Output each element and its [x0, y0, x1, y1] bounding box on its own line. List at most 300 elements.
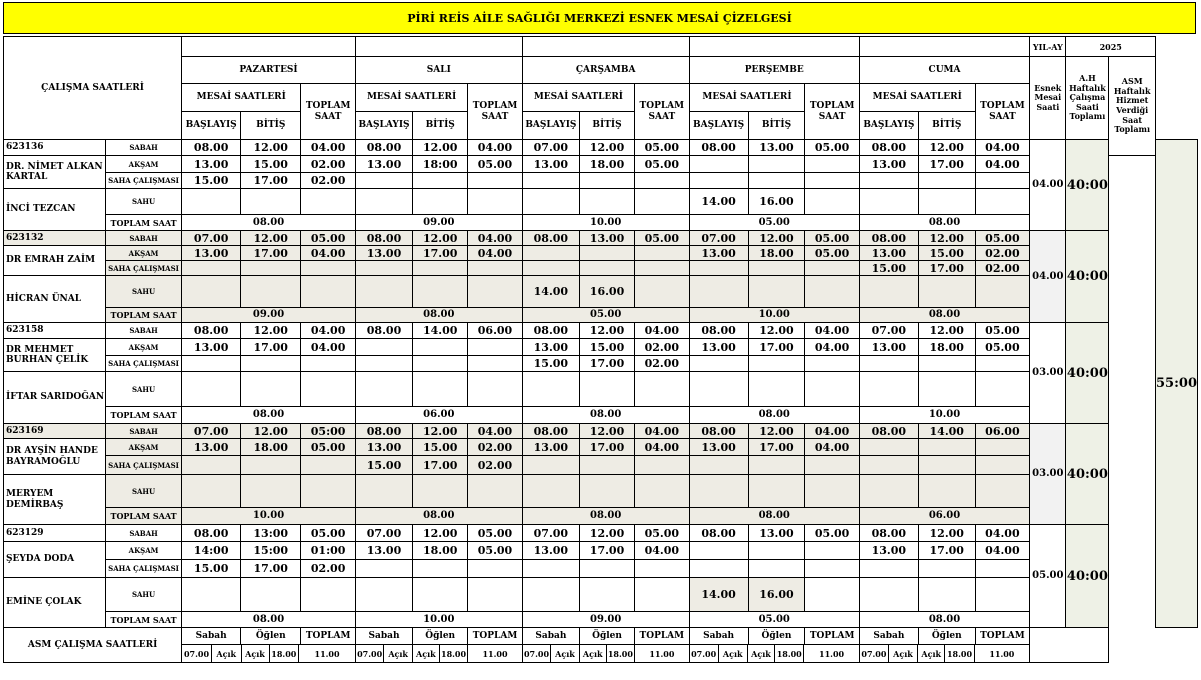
aksam-cell: 02.00: [301, 156, 356, 173]
aksam-cell: 17.00: [241, 246, 301, 261]
group-id: 623129: [4, 525, 106, 542]
saha-cell: [975, 560, 1030, 578]
saha-cell: [241, 261, 301, 276]
saha-cell: [635, 456, 690, 475]
saha-cell: [522, 173, 579, 189]
sabah-cell: 12.00: [918, 140, 975, 156]
sabah-cell: 05.00: [975, 231, 1030, 246]
weekly-hours-header: A.H Haftalık Çalışma Saati Toplamı: [1066, 57, 1109, 140]
group-id: 623136: [4, 140, 106, 156]
end-header: BİTİŞ: [413, 112, 468, 140]
nurse-name: İNCİ TEZCAN: [4, 189, 106, 231]
footer-value: Açık: [211, 645, 241, 662]
aksam-cell: 15.00: [241, 156, 301, 173]
sabah-cell: 07.00: [522, 525, 579, 542]
saha-cell: [241, 356, 301, 372]
sabah-cell: 08.00: [182, 140, 241, 156]
sahu-cell: [522, 578, 579, 612]
group-id: 623169: [4, 424, 106, 439]
footer-sabah-label: Sabah: [689, 628, 748, 645]
aksam-cell: 13.00: [522, 339, 579, 356]
table-row: [4, 84, 1198, 112]
sahu-cell: [301, 372, 356, 407]
sahu-cell: [355, 372, 412, 407]
aksam-cell: 13.00: [689, 339, 748, 356]
saha-cell: [355, 560, 412, 578]
sahu-cell: [182, 475, 241, 508]
start-header: BAŞLAYIŞ: [689, 112, 748, 140]
footer-value: Açık: [579, 645, 606, 662]
saha-cell: 15.00: [182, 173, 241, 189]
aksam-cell: 13.00: [182, 156, 241, 173]
table-row: [4, 189, 1198, 215]
day-total-value: 08.00: [182, 612, 356, 628]
sahu-cell: [635, 372, 690, 407]
table-row: [4, 246, 1198, 261]
saha-cell: 02.00: [301, 560, 356, 578]
day-header: PERŞEMBE: [689, 57, 859, 84]
sabah-cell: 05.00: [805, 525, 860, 542]
footer-value: 07.00: [860, 645, 889, 662]
doctor-name: DR EMRAH ZAİM: [4, 246, 106, 276]
sabah-cell: 08.00: [859, 525, 918, 542]
sahu-cell: [918, 276, 975, 308]
sahu-cell: [859, 578, 918, 612]
sabah-cell: 12.00: [413, 140, 468, 156]
saha-cell: [748, 261, 805, 276]
sabah-cell: 13.00: [748, 140, 805, 156]
sahu-cell: [355, 189, 412, 215]
sabah-cell: 04.00: [635, 323, 690, 339]
saha-cell: [918, 560, 975, 578]
end-header: BİTİŞ: [241, 112, 301, 140]
sahu-cell: [522, 475, 579, 508]
table-row: [4, 323, 1198, 339]
aksam-cell: 05.00: [468, 542, 523, 560]
footer-oglen-label: Öğlen: [241, 628, 301, 645]
calisma-saatleri-label: ÇALIŞMA SAATLERİ: [4, 37, 182, 140]
aksam-cell: 04.00: [301, 339, 356, 356]
table-row: [4, 156, 1198, 173]
saha-cell: [355, 261, 412, 276]
group-id: 623158: [4, 323, 106, 339]
footer-day-values: [355, 645, 522, 663]
row-label-total: TOPLAM SAAT: [105, 407, 181, 424]
weekly-hours-value: 40:00: [1066, 525, 1109, 628]
table-row: [4, 439, 1198, 456]
saha-cell: 15.00: [355, 456, 412, 475]
table-row: [4, 475, 1198, 508]
aksam-cell: [522, 246, 579, 261]
saha-cell: [689, 560, 748, 578]
start-header: BAŞLAYIŞ: [182, 112, 241, 140]
row-label-saha: SAHA ÇALIŞMASI: [105, 456, 181, 475]
sahu-cell: [579, 578, 634, 612]
sahu-cell: [413, 578, 468, 612]
footer-value: Açık: [747, 645, 774, 662]
doctor-name: DR. NİMET ALKAN KARTAL: [4, 156, 106, 189]
saha-cell: [805, 261, 860, 276]
aksam-cell: 17.00: [579, 439, 634, 456]
row-label-total: TOPLAM SAAT: [105, 508, 181, 525]
mesai-saatleri-header: MESAİ SAATLERİ: [859, 84, 975, 112]
footer-value: 07.00: [523, 645, 551, 662]
aksam-cell: 17.00: [748, 339, 805, 356]
sahu-cell: [859, 276, 918, 308]
saha-cell: [579, 173, 634, 189]
sahu-cell: [635, 578, 690, 612]
row-label-sahu: SAHU: [105, 276, 181, 308]
row-label-total: TOPLAM SAAT: [105, 308, 181, 323]
aksam-cell: 13.00: [355, 156, 412, 173]
footer-value: 11.00: [819, 648, 845, 659]
sabah-cell: 12.00: [748, 323, 805, 339]
aksam-cell: 05.00: [975, 339, 1030, 356]
sahu-cell: [635, 475, 690, 508]
footer-value: 11.00: [314, 648, 340, 659]
row-label-aksam: AKŞAM: [105, 246, 181, 261]
row-label-sahu: SAHU: [105, 372, 181, 407]
footer-toplam-label: TOPLAM: [468, 628, 523, 645]
saha-cell: [182, 261, 241, 276]
year-value: 2025: [1066, 37, 1156, 57]
sahu-cell: [301, 578, 356, 612]
aksam-cell: [748, 156, 805, 173]
sabah-cell: 12.00: [579, 525, 634, 542]
table-row: [4, 356, 1198, 372]
aksam-cell: 13.00: [182, 439, 241, 456]
sahu-cell: [468, 372, 523, 407]
sabah-cell: 04.00: [975, 140, 1030, 156]
sahu-cell: [241, 276, 301, 308]
saha-cell: [579, 456, 634, 475]
weekly-hours-value: 40:00: [1066, 323, 1109, 424]
aksam-cell: 04.00: [805, 439, 860, 456]
saha-cell: [689, 261, 748, 276]
day-total-value: 10.00: [522, 215, 689, 231]
aksam-cell: 17.00: [918, 542, 975, 560]
sahu-cell: [975, 189, 1030, 215]
end-header: BİTİŞ: [748, 112, 805, 140]
sahu-cell: [805, 475, 860, 508]
saha-cell: [301, 261, 356, 276]
table-row: [4, 578, 1198, 612]
aksam-cell: 13.00: [355, 246, 412, 261]
day-header: SALI: [355, 57, 522, 84]
sabah-cell: 04.00: [301, 140, 356, 156]
sahu-cell: [413, 475, 468, 508]
sabah-cell: 12.00: [748, 424, 805, 439]
asm-weekly-header: ASM Haftalık Hizmet Verdiği Saat Toplamı: [1109, 57, 1156, 156]
toplam-saat-header: TOPLAM SAAT: [805, 84, 860, 140]
aksam-cell: 15.00: [579, 339, 634, 356]
start-header: BAŞLAYIŞ: [355, 112, 412, 140]
saha-cell: [748, 456, 805, 475]
sabah-cell: 08.00: [522, 323, 579, 339]
sahu-cell: [689, 276, 748, 308]
aksam-cell: [689, 542, 748, 560]
saha-cell: [975, 456, 1030, 475]
sabah-cell: 12.00: [241, 424, 301, 439]
aksam-cell: 13.00: [182, 339, 241, 356]
saha-cell: 17.00: [241, 560, 301, 578]
saha-cell: [859, 456, 918, 475]
toplam-saat-header: TOPLAM SAAT: [975, 84, 1030, 140]
aksam-cell: 04.00: [975, 542, 1030, 560]
day-total-value: 10.00: [355, 612, 522, 628]
sabah-cell: 04.00: [468, 424, 523, 439]
saha-cell: [413, 356, 468, 372]
sabah-cell: 12.00: [748, 231, 805, 246]
sahu-cell: [805, 578, 860, 612]
day-total-value: 05.00: [689, 215, 859, 231]
sabah-cell: 05.00: [805, 231, 860, 246]
sahu-cell: [859, 475, 918, 508]
flex-hours-value: 03.00: [1030, 323, 1066, 424]
table-row: [4, 173, 1198, 189]
footer-day-values: [689, 645, 859, 663]
nurse-name: EMİNE ÇOLAK: [4, 578, 106, 628]
sabah-cell: 08.00: [859, 140, 918, 156]
day-total-value: 09.00: [355, 215, 522, 231]
sabah-cell: 07.00: [522, 140, 579, 156]
aksam-cell: [918, 439, 975, 456]
sahu-cell: [579, 189, 634, 215]
flex-hours-value: 04.00: [1030, 231, 1066, 323]
aksam-cell: 02.00: [635, 339, 690, 356]
aksam-cell: [805, 156, 860, 173]
saha-cell: [182, 356, 241, 372]
sahu-cell: [805, 189, 860, 215]
sahu-cell: [918, 475, 975, 508]
aksam-cell: 13.00: [355, 439, 412, 456]
asm-total-value: 55:00: [1156, 140, 1198, 628]
saha-cell: [241, 456, 301, 475]
sahu-cell: [975, 475, 1030, 508]
page-title: PİRİ REİS AİLE SAĞLIĞI MERKEZİ ESNEK MESAİ ÇİZELGESİ: [3, 2, 1196, 34]
day-total-value: 10.00: [859, 407, 1029, 424]
table-row: [4, 645, 1198, 663]
sabah-cell: 12.00: [918, 231, 975, 246]
day-header: PAZARTESİ: [182, 57, 356, 84]
footer-value: 18.00: [439, 645, 468, 662]
sabah-cell: 08.00: [355, 424, 412, 439]
table-row: [4, 57, 1198, 84]
aksam-cell: 17.00: [579, 542, 634, 560]
sabah-cell: 04.00: [805, 424, 860, 439]
aksam-cell: 02.00: [468, 439, 523, 456]
row-label-sahu: SAHU: [105, 578, 181, 612]
aksam-cell: 05.00: [301, 439, 356, 456]
sahu-cell: 16.00: [748, 189, 805, 215]
sahu-cell: [468, 475, 523, 508]
saha-cell: [859, 560, 918, 578]
row-label-aksam: AKŞAM: [105, 339, 181, 356]
aksam-cell: 02.00: [975, 246, 1030, 261]
sabah-cell: 12.00: [241, 231, 301, 246]
sabah-cell: 08.00: [182, 323, 241, 339]
footer-day-values: [182, 645, 356, 663]
aksam-cell: [748, 542, 805, 560]
sahu-cell: 16.00: [748, 578, 805, 612]
end-header: BİTİŞ: [579, 112, 634, 140]
sabah-cell: 12.00: [241, 140, 301, 156]
saha-cell: [635, 261, 690, 276]
table-row: [4, 339, 1198, 356]
footer-value: 07.00: [182, 645, 211, 662]
aksam-cell: 18.00: [748, 246, 805, 261]
sahu-cell: [689, 475, 748, 508]
row-label-total: TOPLAM SAAT: [105, 612, 181, 628]
sahu-cell: 14.00: [689, 189, 748, 215]
row-label-aksam: AKŞAM: [105, 542, 181, 560]
start-header: BAŞLAYIŞ: [522, 112, 579, 140]
footer-value: 07.00: [356, 645, 384, 662]
table-row: [4, 542, 1198, 560]
footer-value: 11.00: [482, 648, 508, 659]
sabah-cell: 07.00: [182, 424, 241, 439]
day-total-value: 08.00: [182, 215, 356, 231]
weekly-hours-value: 40:00: [1066, 140, 1109, 231]
sahu-cell: [975, 276, 1030, 308]
year-month-label: YIL-AY: [1030, 37, 1066, 57]
sabah-cell: 12.00: [579, 424, 634, 439]
saha-cell: 02.00: [975, 261, 1030, 276]
day-top-blank: [182, 37, 356, 57]
saha-cell: [579, 560, 634, 578]
sabah-cell: 12.00: [413, 424, 468, 439]
saha-cell: [635, 173, 690, 189]
sahu-cell: [355, 475, 412, 508]
aksam-cell: [689, 156, 748, 173]
aksam-cell: 18:00: [413, 156, 468, 173]
sahu-cell: [301, 475, 356, 508]
day-header: ÇARŞAMBA: [522, 57, 689, 84]
day-total-value: 05.00: [522, 308, 689, 323]
start-header: BAŞLAYIŞ: [859, 112, 918, 140]
aksam-cell: 13.00: [522, 156, 579, 173]
aksam-cell: 13.00: [689, 439, 748, 456]
footer-sabah-label: Sabah: [859, 628, 918, 645]
day-total-value: 08.00: [182, 407, 356, 424]
doctor-name: ŞEYDA DODA: [4, 542, 106, 578]
footer-value: 18.00: [945, 645, 974, 662]
saha-cell: [522, 456, 579, 475]
mesai-saatleri-header: MESAİ SAATLERİ: [182, 84, 301, 112]
footer-sabah-label: Sabah: [355, 628, 412, 645]
nurse-name: MERYEM DEMİRBAŞ: [4, 475, 106, 525]
saha-cell: [301, 456, 356, 475]
saha-cell: [468, 560, 523, 578]
sabah-cell: 12.00: [918, 323, 975, 339]
aksam-cell: [355, 339, 412, 356]
day-total-value: 06.00: [355, 407, 522, 424]
footer-blank: [1030, 628, 1109, 663]
sahu-cell: [635, 276, 690, 308]
day-total-value: 08.00: [522, 508, 689, 525]
footer-toplam-label: TOPLAM: [635, 628, 690, 645]
day-total-value: 08.00: [689, 407, 859, 424]
sahu-cell: [301, 276, 356, 308]
day-total-value: 09.00: [182, 308, 356, 323]
sabah-cell: 08.00: [859, 424, 918, 439]
spreadsheet: [3, 2, 1198, 678]
sabah-cell: 04.00: [468, 140, 523, 156]
saha-cell: [301, 356, 356, 372]
flex-hours-value: 04.00: [1030, 140, 1066, 231]
sabah-cell: 05.00: [635, 525, 690, 542]
aksam-cell: 05.00: [805, 246, 860, 261]
table-row: [4, 372, 1198, 407]
sabah-cell: 04.00: [301, 323, 356, 339]
footer-value: Açık: [241, 645, 269, 662]
aksam-cell: 04.00: [805, 339, 860, 356]
table-row: [4, 308, 1198, 323]
sahu-cell: [182, 189, 241, 215]
aksam-cell: 13.00: [522, 439, 579, 456]
sabah-cell: 04.00: [635, 424, 690, 439]
day-total-value: 08.00: [522, 407, 689, 424]
footer-value: Açık: [918, 645, 945, 662]
saha-cell: [859, 173, 918, 189]
sabah-cell: 07.00: [689, 231, 748, 246]
row-label-saha: SAHA ÇALIŞMASI: [105, 173, 181, 189]
sahu-cell: [805, 276, 860, 308]
table-row: [4, 215, 1198, 231]
sabah-cell: 07.00: [355, 525, 412, 542]
row-label-sabah: SABAH: [105, 140, 181, 156]
weekly-hours-value: 40:00: [1066, 231, 1109, 323]
toplam-saat-header: TOPLAM SAAT: [301, 84, 356, 140]
saha-cell: [805, 356, 860, 372]
table-row: [4, 407, 1198, 424]
sabah-cell: 08.00: [182, 525, 241, 542]
saha-cell: [468, 173, 523, 189]
day-total-value: 08.00: [859, 612, 1029, 628]
sabah-cell: 07.00: [859, 323, 918, 339]
saha-cell: [805, 560, 860, 578]
sabah-cell: 05.00: [635, 140, 690, 156]
aksam-cell: 13.00: [355, 542, 412, 560]
aksam-cell: 17.00: [918, 156, 975, 173]
day-total-value: 06.00: [859, 508, 1029, 525]
group-id: 623132: [4, 231, 106, 246]
day-total-value: 10.00: [689, 308, 859, 323]
sahu-cell: [468, 189, 523, 215]
aksam-cell: 18.00: [241, 439, 301, 456]
end-header: BİTİŞ: [918, 112, 975, 140]
sahu-cell: [748, 276, 805, 308]
saha-cell: [635, 560, 690, 578]
sabah-cell: 08.00: [355, 323, 412, 339]
day-top-blank: [859, 37, 1029, 57]
aksam-cell: [579, 246, 634, 261]
sahu-cell: [355, 276, 412, 308]
sahu-cell: [748, 372, 805, 407]
toplam-saat-header: TOPLAM SAAT: [468, 84, 523, 140]
sahu-cell: [859, 372, 918, 407]
day-total-value: 09.00: [522, 612, 689, 628]
sabah-cell: 12.00: [918, 525, 975, 542]
sabah-cell: 12.00: [241, 323, 301, 339]
sabah-cell: 08.00: [689, 140, 748, 156]
table-row: [4, 140, 1198, 156]
sabah-cell: 12.00: [413, 525, 468, 542]
nurse-name: İFTAR SARIDOĞAN: [4, 372, 106, 424]
sahu-cell: [413, 372, 468, 407]
saha-cell: [413, 560, 468, 578]
aksam-cell: 17.00: [241, 339, 301, 356]
